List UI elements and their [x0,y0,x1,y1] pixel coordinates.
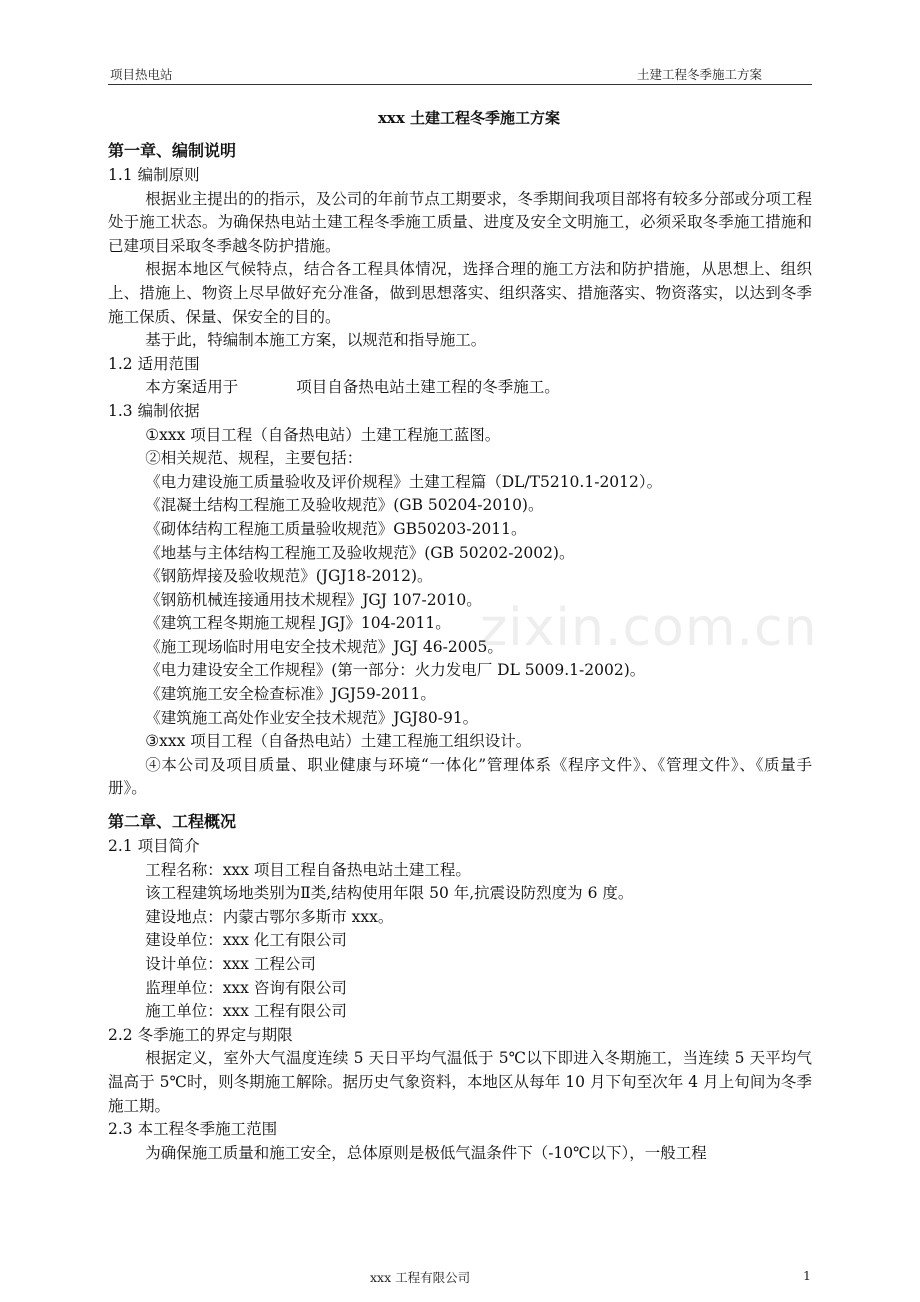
basis-item: 《电力建设施工质量验收及评价规程》土建工程篇（DL/T5210.1-2012）。 [145,472,663,491]
footer-company: xxx 工程有限公司 [370,1270,471,1285]
overview-item: 建设地点：内蒙古鄂尔多斯市 xxx。 [145,907,394,926]
document-body [108,106,812,1165]
basis-item: 《砌体结构工程施工质量验收规范》GB50203-2011。 [145,519,527,538]
header-left: 项目热电站 [110,67,173,82]
paragraph: 根据本地区气候特点，结合各工程具体情况，选择合理的施工方法和防护措施，从思想上、组织上、措施上、物资上尽早做好充分准备，做到思想落实、组织落实、措施落实、物资落实，以达到冬季施工保质、保量、保安全的目的。 [108,260,812,326]
basis-item: 《施工现场临时用电安全技术规范》JGJ 46-2005。 [145,637,503,656]
overview-item: 建设单位：xxx 化工有限公司 [145,931,347,950]
overview-item: 施工单位：xxx 工程有限公司 [145,1002,347,1021]
overview-item: 工程名称：xxx 项目工程自备热电站土建工程。 [145,860,471,879]
basis-item: 《建筑施工安全检查标准》JGJ59-2011。 [145,685,436,704]
basis-item: 《建筑工程冬期施工规程 JGJ》104-2011。 [145,614,451,633]
header-right: 土建工程冬季施工方案 [636,67,762,82]
scope-text-a: 本方案适用于 [145,378,239,397]
page-header [108,62,812,85]
basis-item: 《钢筋焊接及验收规范》(JGJ18-2012)。 [145,567,433,586]
chapter-1-title: 第一章、编制说明 [108,141,237,160]
paragraph: 根据定义，室外大气温度连续 5 天日平均气温低于 5℃以下即进入冬期施工，当连续 5 天平均气温高于 5℃时，则冬期施工解除。据历史气象资料，本地区从每年 10 月下旬至次年 4 月上旬间为冬季施工期。 [108,1049,812,1115]
basis-item: 《建筑施工高处作业安全技术规范》JGJ80-91。 [145,708,479,727]
page-number: 1 [803,1268,811,1283]
chapter-2-title: 第二章、工程概况 [108,812,237,832]
section-2-2-title: 2.2 冬季施工的界定与期限 [108,1025,293,1044]
paragraph: 根据业主提出的的指示，及公司的年前节点工期要求，冬季期间我项目部将有较多分部或分项工程处于施工状态。为确保热电站土建工程冬季施工质量、进度及安全文明施工，必须采取冬季施工措施和已建项目采取冬季越冬防护措施。 [108,189,812,255]
paragraph: 基于此，特编制本施工方案，以规范和指导施工。 [145,331,487,350]
section-1-1-title: 1.1 编制原则 [108,166,200,184]
overview-item: 该工程建筑场地类别为Ⅱ类,结构使用年限 50 年,抗震设防烈度为 6 度。 [145,884,634,903]
document-title: xxx 土建工程冬季施工方案 [377,109,561,127]
basis-item: ②相关规范、规程，主要包括： [145,449,363,468]
basis-item: 《混凝土结构工程施工及验收规范》(GB 50204-2010)。 [145,496,544,515]
paragraph [108,376,812,400]
basis-item: 《钢筋机械连接通用技术规程》JGJ 107-2010。 [145,590,482,609]
basis-item: ④本公司及项目质量、职业健康与环境“一体化”管理体系《程序文件》、《管理文件》、《质量手册》。 [108,755,812,798]
basis-item: ①xxx 项目工程（自备热电站）土建工程施工蓝图。 [145,425,501,444]
section-2-3-title: 2.3 本工程冬季施工范围 [108,1120,278,1139]
section-2-1-title: 2.1 项目简介 [108,837,200,856]
paragraph: 为确保施工质量和施工安全，总体原则是极低气温条件下（-10℃以下），一般工程 [145,1143,707,1162]
basis-item: 《电力建设安全工作规程》(第一部分：火力发电厂 DL 5009.1-2002)。 [145,661,646,680]
basis-item: ③xxx 项目工程（自备热电站）土建工程施工组织设计。 [145,732,532,751]
section-1-2-title: 1.2 适用范围 [108,354,200,373]
watermark: zixin.com.cn [480,598,818,658]
basis-item: 《地基与主体结构工程施工及验收规范》(GB 50202-2002)。 [145,543,575,562]
overview-list [108,859,812,1024]
overview-item: 设计单位：xxx 工程公司 [145,955,316,973]
section-1-3-title: 1.3 编制依据 [108,401,200,420]
overview-item: 监理单位：xxx 咨询有限公司 [145,978,347,997]
scope-text-b: 项目自备热电站土建工程的冬季施工。 [296,378,560,397]
basis-list [108,424,812,802]
